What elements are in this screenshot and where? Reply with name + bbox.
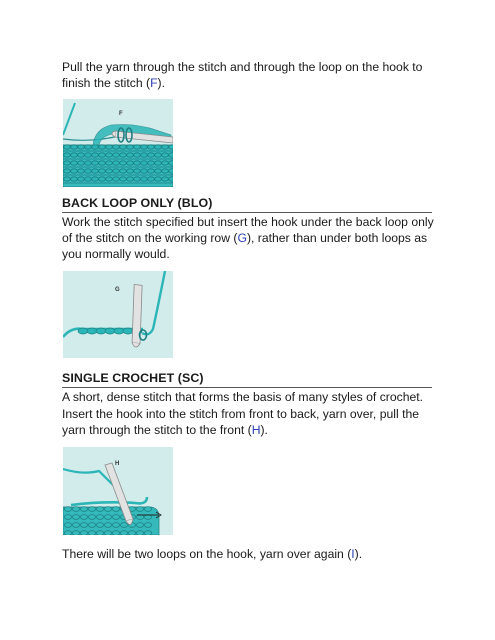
figure-g-label: G bbox=[115, 287, 120, 293]
figure-f-label: F bbox=[119, 111, 123, 117]
figure-f bbox=[63, 99, 173, 187]
sc-heading: SINGLE CROCHET (SC) bbox=[62, 371, 432, 388]
sc-intro-text: A short, dense stitch that forms the basis of many styles of crochet. bbox=[62, 390, 424, 404]
step-i-text: There will be two loops on the hook, yarn over again (I). bbox=[62, 547, 363, 561]
figure-h-illustration bbox=[63, 447, 173, 535]
figure-ref-i: I bbox=[351, 547, 355, 561]
figure-f-illustration bbox=[63, 99, 173, 187]
figure-ref-f: F bbox=[150, 76, 158, 90]
figure-h bbox=[63, 447, 173, 535]
figure-g bbox=[63, 271, 173, 358]
blo-text: Work the stitch specified but insert the hook under the back loop only of the stitch on the working row (G), rather than under both loops as you normally would. bbox=[62, 215, 434, 261]
sc-step-text: Insert the hook into the stitch from front to back, yarn over, pull the yarn through the stitch to the front (H). bbox=[62, 407, 420, 437]
figure-ref-g: G bbox=[237, 231, 247, 245]
step-f-text: Pull the yarn through the stitch and through the loop on the hook to finish the stitch (F). bbox=[62, 60, 423, 90]
figure-ref-h: H bbox=[251, 423, 261, 437]
figure-h-label: H bbox=[115, 461, 120, 467]
blo-heading: BACK LOOP ONLY (BLO) bbox=[62, 196, 432, 213]
figure-g-illustration bbox=[63, 271, 173, 358]
